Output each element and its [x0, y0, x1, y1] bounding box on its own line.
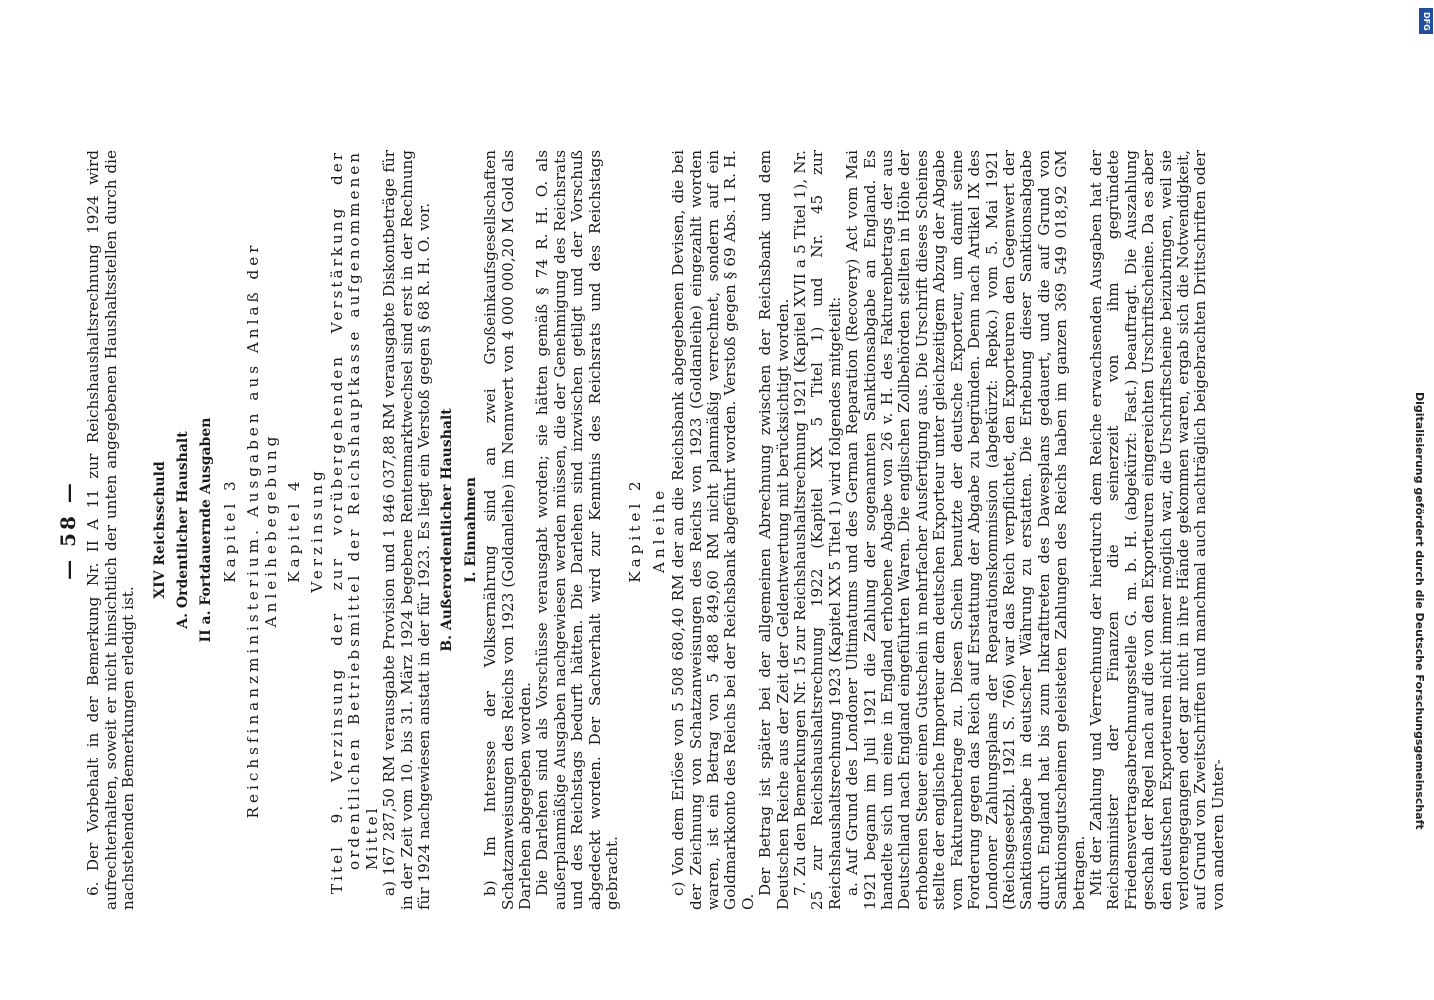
section-heading-b: B. Außerordentlicher Haushalt — [439, 408, 456, 652]
paragraph-c: c) Von dem Erlöse von 5 508 680,40 RM der an die Reichsbank abgegebenen Devisen, die bei der Zeichnung von Schatzanweisungen des Reichs von 1923 (Goldanleihe) eingezahlt worden waren, ist ein Betrag von 5 488 849,60 RM nicht planmäßig verrechnet, sondern auf ein Goldmarkkonto des Reichs bei der Reichsbank abgeführt worden. Verstoß gegen § 69 Abs. 1 R. H. O. — [669, 150, 757, 910]
intro-paragraph: 6. Der Vorbehalt in der Bemerkung Nr. II A 11 zur Reichshaushaltsrechnung 1924 wird aufrechterhalten, soweit er nicht hinsichtlich der unten angegebenen Haushaltsstellen durch die nachstehenden Bemerkungen erledigt ist. — [84, 150, 138, 910]
kapitel-4-description: Verzinsung — [308, 467, 327, 593]
section-heading-iia: II a. Fortdauernde Ausgaben — [198, 417, 215, 643]
kapitel-3-description: Reichsfinanzministerium. Ausgaben aus Anlaß der Anleihebegebung — [244, 241, 280, 819]
document-page — [56, 150, 1330, 910]
dfg-logo-icon: DFG — [1419, 8, 1433, 34]
section-heading-einnahmen: I. Einnahmen — [462, 477, 479, 583]
paragraph-b-continued: Die Darlehen sind als Vorschüsse verausgabt worden; sie hätten gemäß § 74 R. H. O. als außerplanmäßige Ausgaben nachgewiesen werden müssen, die der Genehmigung des Reichsrats und des Reichstags bedurft hätten. Die Darlehen sind inzwischen getilgt und der Vorschuß abgedeckt worden. Der Sachverhalt wird zur Kenntnis des Reichsrats und des Reichstags gebracht. — [533, 150, 621, 910]
page-number: — 58 — — [56, 480, 80, 580]
kapitel-2-description: Anleihe — [649, 486, 668, 574]
paragraph-c-continued: Der Betrag ist später bei der allgemeinen Abrechnung zwischen der Reichsbank und dem Deutschen Reiche aus der Zeit der Geldentwertung mit berücksichtigt worden. — [756, 150, 792, 910]
kapitel-2-heading: Kapitel 2 — [626, 477, 645, 583]
kapitel-4-heading: Kapitel 4 — [285, 477, 304, 583]
section-heading-a: A. Ordentlicher Haushalt — [175, 431, 192, 629]
paragraph-7: 7. Zu den Bemerkungen Nr. 15 zur Reichshaushaltsrechnung 1921 (Kapitel XVII a 5 Titel 1), Nr. 25 zur Reichshaushaltsrechnung 1922 (Kapitel XX 5 Titel 1) und Nr. 45 zur Reichshaushaltsrechnung 1923 (Kapitel XX 5 Titel 1) wird folgendes mitgeteilt: — [791, 150, 844, 910]
paragraph-b: b) Im Interesse der Volksernährung sind an zwei Großeinkaufsgesellschaften Schatzanweisungen des Reichs von 1923 (Goldanleihe) im Nennwert von 4 000 000,20 M Gold als Darlehen abgegeben worden. — [481, 150, 534, 910]
paragraph-7a: a. Auf Grund des Londoner Ultimatums und des German Reparation (Recovery) Act vom Mai 1921 begann im Juli 1921 die Zahlung der sogenannten Sanktionsabgabe an England. Es handelte sich um eine in England erhobene Abgabe von 26 v. H. des Fakturenbetrags der aus Deutschland nach England eingeführten Waren. Die englischen Zollbehörden stellten in Höhe der erhobenen Steuer einen Gutschein in mehrfacher Ausfertigung aus. Die Urschrift dieses Scheines stellte der englische Importeur dem deutschen Exporteur unter gleichzeitigem Abzug der Abgabe vom Fakturenbetrage zu. Diesen Schein benutzte der deutsche Exporteur, um damit seine Forderung gegen das Reich auf Erstattung der Abgabe zu begründen. Denn nach Artikel IX des Londoner Zahlungsplans der Reparationskommission (abgekürzt: Repko.) vom 5. Mai 1921 (Reichsgesetzbl. 1921 S. 766) war das Reich verpflichtet, den Exporteuren den Gegenwert der Sanktionsabgabe in deutscher Währung zu erstatten. Die Erhebung dieser Sanktionsabgabe durch England hat bis zum Inkrafttreten des Dawesplans gedauert, und die auf Grund von Sanktionsgutscheinen geleisteten Zahlungen des Reichs haben im ganzen 369 549 018,92 GM betragen. — [843, 150, 1088, 910]
paragraph-a: a) 167 287,50 RM verausgabte Provision und 1 846 037,88 RM verausgabte Diskontbeträge für in der Zeit vom 10. bis 31. März 1924 begebene Rentenmarktwechsel sind erst in der Rechnung für 1924 nachgewiesen anstatt in der für 1923. Es liegt ein Verstoß gegen § 68 R. H. O. vor. — [380, 150, 433, 910]
paragraph-final: Mit der Zahlung und Verrechnung der hierdurch dem Reiche erwachsenden Ausgaben hat der Reichsminister der Finanzen die seinerzeit von ihm gegründete Friedensvertragsabrechnungsstelle G. m. b. H. (abgekürzt: Fast.) beauftragt. Die Auszahlung geschah der Regel nach auf die von den Exporteuren eingereichten Urschriftscheine. Da es aber den deutschen Exporteuren nicht immer möglich war, die Urschriftscheine beizubringen, weil sie verlorengegangen oder gar nicht in ihre Hände gekommen waren, ergab sich die Notwendigkeit, auf Grund von Zweitschriften und manchmal auch nachträglich beigebrachten Drittschriften oder von anderen Unter- — [1086, 150, 1227, 910]
kapitel-3-heading: Kapitel 3 — [220, 477, 239, 583]
digitization-note: Digitalisierung gefördert durch die Deutsche Forschungsgemeinschaft — [1413, 392, 1426, 830]
section-heading-xiv: XIV Reichsschuld — [151, 461, 168, 599]
titel-9-heading: Titel 9. Verzinsung der zur vorübergehenden Verstärkung der ordentlichen Betriebsmittel der Reichshauptkasse aufgenommenen Mittel — [327, 150, 381, 894]
